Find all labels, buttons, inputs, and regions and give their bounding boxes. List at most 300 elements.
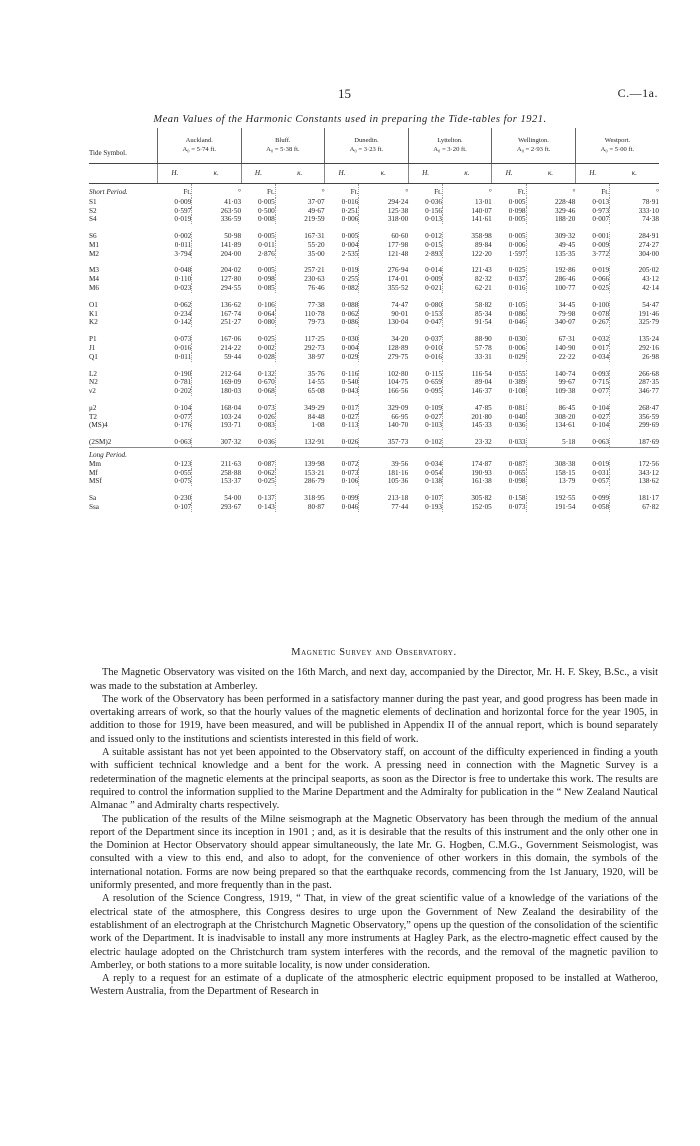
- phase-cell: 13·79: [526, 477, 575, 486]
- page-number: 15: [338, 86, 351, 101]
- amplitude-cell: 0·005: [508, 197, 526, 206]
- phase-cell: 308·38: [526, 460, 575, 469]
- empty-cell: [157, 447, 191, 459]
- tide-symbol: M6: [89, 284, 99, 293]
- phase-cell: 49·67: [275, 207, 324, 216]
- phase-cell: 204·02: [192, 266, 241, 275]
- amplitude-cell: 0·113: [341, 421, 359, 430]
- amplitude-cell: 0·002: [174, 232, 192, 241]
- phase-cell: 190·93: [442, 469, 491, 478]
- amplitude-cell: 0·023: [174, 284, 192, 293]
- phase-cell: 34·45: [526, 301, 575, 310]
- empty-cell: [192, 447, 241, 459]
- section-row: [89, 447, 659, 459]
- phase-cell: 211·63: [192, 460, 241, 469]
- amplitude-cell: 0·009: [425, 275, 442, 284]
- table-row: [89, 469, 659, 478]
- phase-cell: 116·54: [442, 370, 491, 379]
- amplitude-cell: 0·011: [174, 240, 192, 249]
- unit-amplitude: Ft.: [601, 188, 610, 196]
- phase-cell: 318·95: [275, 494, 324, 503]
- spacer-cell: [89, 327, 157, 335]
- phase-cell: 140·70: [359, 421, 408, 430]
- tide-symbol: L2: [89, 369, 97, 378]
- amplitude-cell: 0·104: [592, 421, 610, 430]
- amplitude-cell: 0·230: [174, 494, 192, 503]
- phase-cell: 38·97: [275, 353, 324, 362]
- amplitude-cell: 0·077: [174, 412, 192, 421]
- amplitude-cell: 0·202: [174, 387, 192, 396]
- amplitude-cell: 0·015: [425, 240, 442, 249]
- empty-cell: [359, 447, 408, 459]
- tide-symbol: J1: [89, 343, 96, 352]
- table-row: [89, 232, 659, 241]
- phase-cell: 230·63: [275, 275, 324, 284]
- spacer-cell: [89, 486, 157, 494]
- phase-cell: 286·46: [526, 275, 575, 284]
- amplitude-cell: 0·103: [425, 421, 442, 430]
- group-spacer: [89, 258, 659, 266]
- phase-cell: 168·04: [192, 404, 241, 413]
- station-datum: A₀ = 2·93 ft.: [516, 145, 551, 153]
- amplitude-cell: 0·098: [508, 206, 526, 215]
- tide-symbol: Sa: [89, 494, 97, 503]
- phase-cell: 304·00: [610, 250, 659, 259]
- tide-symbol: Q1: [89, 352, 98, 361]
- phase-cell: 86·45: [526, 404, 575, 413]
- unit-amplitude: Ft.: [350, 188, 359, 196]
- amplitude-cell: 0·006: [341, 215, 359, 224]
- amplitude-cell: 0·034: [425, 459, 442, 468]
- station-header-row: [89, 128, 659, 164]
- phase-cell: 14·55: [275, 378, 324, 387]
- phase-cell: 105·36: [359, 477, 408, 486]
- empty-cell: [275, 447, 324, 459]
- phase-cell: 138·62: [610, 477, 659, 486]
- amplitude-cell: 0·234: [174, 309, 192, 318]
- table-row: [89, 460, 659, 469]
- amplitude-cell: 0·073: [508, 502, 526, 511]
- amplitude-cell: 0·016: [508, 284, 526, 293]
- station-datum: A₀ = 5·74 ft.: [182, 145, 216, 153]
- station-datum: A₀ = 5·00 ft.: [600, 145, 635, 153]
- amplitude-cell: 0·093: [592, 369, 610, 378]
- amplitude-cell: 0·086: [508, 309, 526, 318]
- phase-cell: 340·07: [526, 318, 575, 327]
- amplitude-cell: 0·106: [341, 477, 359, 486]
- table-row: [89, 413, 659, 422]
- phase-cell: 33·31: [442, 353, 491, 362]
- phase-cell: 58·82: [442, 301, 491, 310]
- phase-cell: 42·14: [610, 284, 659, 293]
- phase-cell: 325·79: [610, 318, 659, 327]
- phase-cell: 89·04: [442, 378, 491, 387]
- table-row: [89, 275, 659, 284]
- amplitude-cell: 0·005: [508, 232, 526, 241]
- phase-header: κ.: [359, 164, 408, 184]
- tide-symbol: (MS)4: [89, 421, 108, 430]
- phase-cell: 74·47: [359, 301, 408, 310]
- phase-cell: 358·98: [442, 232, 491, 241]
- amplitude-cell: 0·011: [174, 352, 192, 361]
- amplitude-cell: 0·047: [425, 318, 442, 327]
- phase-cell: 356·59: [610, 413, 659, 422]
- phase-cell: 89·84: [442, 241, 491, 250]
- phase-cell: 294·55: [192, 284, 241, 293]
- phase-cell: 357·73: [359, 438, 408, 447]
- amplitude-cell: 0·099: [592, 494, 610, 503]
- phase-cell: 191·54: [526, 503, 575, 512]
- table-row: [89, 250, 659, 259]
- phase-cell: 35·00: [275, 250, 324, 259]
- station-datum: A₀ = 3·20 ft.: [433, 145, 467, 153]
- amplitude-cell: 0·054: [425, 468, 442, 477]
- phase-cell: 43·12: [610, 275, 659, 284]
- phase-header: κ.: [192, 164, 241, 184]
- table-row: [89, 438, 659, 447]
- phase-cell: 219·59: [275, 215, 324, 224]
- empty-cell: [442, 447, 491, 459]
- phase-cell: 309·32: [526, 232, 575, 241]
- amplitude-cell: 0·026: [341, 438, 359, 447]
- amplitude-cell: 0·037: [508, 275, 526, 284]
- amplitude-cell: 0·102: [425, 438, 442, 447]
- phase-cell: 41·03: [192, 198, 241, 207]
- paragraph: The publication of the results of the Milne seismograph at the Magnetic Observatory has been through the medium of the annual report of the Department since its inception in 1901 ; and, as it is desirable that the results of this instrument and the only other one in the Dominion at Hector Observatory should appear simultaneously, the late Mr. G. Hogben, C.M.G., Government Seismologist, was consulted with a view to this end, and also to adopt, for the convenience of other workers in this domain, the symbols of the international notation. Forms are now being prepared so that the earthquake records, commencing from the 1st January, 1920, will be uniformly presented, and more frequently than in the past.: [90, 813, 658, 892]
- phase-header: κ.: [526, 164, 575, 184]
- phase-cell: 213·18: [359, 494, 408, 503]
- tide-symbol: S4: [89, 215, 97, 224]
- empty-cell: [492, 447, 526, 459]
- spacer-cell: [89, 224, 157, 232]
- station-header: [575, 128, 659, 164]
- amplitude-cell: 0·500: [258, 206, 275, 215]
- phase-cell: 146·37: [442, 387, 491, 396]
- station-datum: A₀ = 5·38 ft.: [266, 145, 300, 153]
- phase-cell: 187·69: [610, 438, 659, 447]
- amplitude-cell: 0·670: [258, 378, 275, 387]
- amplitude-header: H.: [575, 164, 609, 184]
- tide-symbol: M2: [89, 249, 99, 258]
- table-body: [89, 184, 659, 512]
- tide-symbol: K1: [89, 309, 98, 318]
- amplitude-cell: 0·037: [425, 335, 442, 344]
- tide-symbol: M1: [89, 240, 99, 249]
- harmonic-constants-table: [89, 128, 659, 512]
- phase-cell: 132·91: [275, 438, 324, 447]
- amplitude-cell: 0·034: [592, 352, 610, 361]
- phase-cell: 228·48: [526, 198, 575, 207]
- phase-cell: 79·98: [526, 310, 575, 319]
- phase-cell: 55·20: [275, 241, 324, 250]
- phase-cell: 268·47: [610, 404, 659, 413]
- phase-cell: 77·44: [359, 503, 408, 512]
- amplitude-cell: 0·193: [425, 502, 442, 511]
- paragraph: A reply to a request for an estimate of a duplicate of the atmospheric electric equipment proposed to be installed at Watheroo, Western Australia, from the Department of Research in: [90, 973, 658, 998]
- unit-phase: °: [442, 184, 491, 198]
- empty-cell: [610, 447, 659, 459]
- amplitude-cell: 0·058: [592, 502, 610, 511]
- amplitude-cell: 0·005: [508, 215, 526, 224]
- unit-phase: °: [192, 184, 241, 198]
- phase-cell: 188·20: [526, 215, 575, 224]
- amplitude-cell: 0·116: [341, 369, 359, 378]
- amplitude-cell: 0·158: [508, 494, 526, 503]
- unit-phase: °: [275, 184, 324, 198]
- sub-header-row: [89, 164, 659, 184]
- phase-cell: 139·98: [275, 460, 324, 469]
- table-row: [89, 215, 659, 224]
- phase-cell: 130·04: [359, 318, 408, 327]
- unit-phase: °: [526, 184, 575, 198]
- amplitude-cell: 2·893: [425, 249, 442, 258]
- phase-cell: 22·22: [526, 353, 575, 362]
- spacer-cell: [89, 430, 157, 438]
- phase-cell: 191·46: [610, 310, 659, 319]
- phase-cell: 121·43: [442, 266, 491, 275]
- phase-cell: 102·80: [359, 370, 408, 379]
- amplitude-cell: 0·098: [508, 477, 526, 486]
- amplitude-cell: 0·255: [341, 275, 359, 284]
- table-row: [89, 387, 659, 396]
- phase-cell: 23·32: [442, 438, 491, 447]
- amplitude-cell: 0·057: [592, 477, 610, 486]
- table-row: [89, 207, 659, 216]
- spacer-cell: [89, 396, 157, 404]
- amplitude-cell: 0·032: [592, 335, 610, 344]
- phase-cell: 59·44: [192, 353, 241, 362]
- amplitude-cell: 0·026: [258, 412, 275, 421]
- phase-cell: 57·78: [442, 344, 491, 353]
- amplitude-cell: 0·132: [258, 369, 275, 378]
- phase-cell: 91·54: [442, 318, 491, 327]
- phase-cell: 13·01: [442, 198, 491, 207]
- amplitude-cell: 0·973: [592, 206, 610, 215]
- phase-cell: 62·21: [442, 284, 491, 293]
- amplitude-cell: 0·029: [508, 352, 526, 361]
- phase-cell: 329·46: [526, 207, 575, 216]
- table-row: [89, 378, 659, 387]
- amplitude-cell: 0·009: [174, 197, 192, 206]
- amplitude-header: H.: [492, 164, 526, 184]
- phase-cell: 121·48: [359, 250, 408, 259]
- amplitude-cell: 0·087: [508, 459, 526, 468]
- amplitude-cell: 0·098: [258, 275, 275, 284]
- station-name: Westport.: [604, 136, 631, 144]
- amplitude-cell: 0·389: [508, 378, 526, 387]
- tide-symbol: (2SM)2: [89, 438, 112, 447]
- phase-cell: 135·35: [526, 250, 575, 259]
- phase-cell: 284·91: [610, 232, 659, 241]
- tide-symbol: P1: [89, 335, 97, 344]
- table-row: [89, 353, 659, 362]
- paragraph: A resolution of the Science Congress, 1919, “ That, in view of the great scientific value of a knowledge of the variations of the electrical state of the atmosphere, this Congress desires to urge upon the Government of New Zealand the desirability of the establishment of an electrograph at the Christchurch Magnetic Observatory,” opens up the question of the consolidation of the scientific work of the Department. It is inadvisable to install any more instruments at Hagley Park, as the electro-magnetic effect caused by the electric haulage adopted on the Christchurch tram system interferes with the records, and the removal of the magnetic pavilion to Amberley, or both stations to a more suitable locality, is now under consideration.: [90, 893, 658, 971]
- amplitude-cell: 1·597: [508, 249, 526, 258]
- amplitude-cell: 0·036: [508, 421, 526, 430]
- amplitude-cell: 0·025: [258, 335, 275, 344]
- phase-cell: 90·01: [359, 310, 408, 319]
- station-header: [325, 128, 409, 164]
- table-row: [89, 318, 659, 327]
- phase-cell: 103·24: [192, 413, 241, 422]
- amplitude-cell: 0·068: [258, 387, 275, 396]
- amplitude-cell: 0·077: [592, 387, 610, 396]
- amplitude-cell: 0·012: [425, 232, 442, 241]
- phase-cell: 100·77: [526, 284, 575, 293]
- amplitude-cell: 0·107: [425, 494, 442, 503]
- amplitude-cell: 0·019: [174, 215, 192, 224]
- phase-cell: 141·89: [192, 241, 241, 250]
- group-spacer: [89, 224, 659, 232]
- phase-cell: 204·00: [192, 250, 241, 259]
- phase-cell: 85·34: [442, 310, 491, 319]
- amplitude-header: H.: [241, 164, 275, 184]
- phase-cell: 74·38: [610, 215, 659, 224]
- paragraph: The work of the Observatory has been performed in a satisfactory manner during the past year, and good progress has been made in overtaking arrears of work, so that the hourly values of the magnetic elements of declination and horizontal force for the year 1905, in addition to those for 1919, have been measured, and will be published in Appendix II of the annual report, which is bound separately and issued only to the institutions and scientists interested in this field of work.: [90, 693, 658, 745]
- amplitude-cell: 2·535: [341, 249, 359, 258]
- amplitude-cell: 0·099: [341, 494, 359, 503]
- phase-cell: 166·56: [359, 387, 408, 396]
- amplitude-cell: 0·036: [425, 197, 442, 206]
- phase-cell: 172·56: [610, 460, 659, 469]
- phase-cell: 167·31: [275, 232, 324, 241]
- phase-cell: 308·20: [526, 413, 575, 422]
- phase-cell: 201·80: [442, 413, 491, 422]
- page-header: [0, 86, 700, 100]
- amplitude-cell: 0·005: [341, 232, 359, 241]
- phase-cell: 141·61: [442, 215, 491, 224]
- tide-symbol: Mf: [89, 468, 98, 477]
- phase-cell: 127·80: [192, 275, 241, 284]
- phase-cell: 50·98: [192, 232, 241, 241]
- amplitude-cell: 3·794: [174, 249, 192, 258]
- paragraph: The Magnetic Observatory was visited on the 16th March, and next day, accompanied by the Director, Mr. H. F. Skey, B.Sc., a visit was made to the substation at Amberley.: [90, 667, 658, 692]
- amplitude-cell: 0·027: [341, 412, 359, 421]
- phase-cell: 153·21: [275, 469, 324, 478]
- amplitude-cell: 0·007: [592, 215, 610, 224]
- amplitude-cell: 0·008: [258, 215, 275, 224]
- amplitude-cell: 0·073: [258, 403, 275, 412]
- phase-cell: 47·85: [442, 404, 491, 413]
- phase-cell: 305·82: [442, 494, 491, 503]
- amplitude-cell: 0·176: [174, 421, 192, 430]
- amplitude-cell: 0·086: [341, 318, 359, 327]
- section-label: Short Period.: [89, 188, 128, 196]
- empty-cell: [526, 447, 575, 459]
- body-text: [90, 646, 658, 999]
- symbol-subheader-cell: [89, 164, 157, 184]
- amplitude-cell: 0·659: [425, 378, 442, 387]
- station-header: [492, 128, 576, 164]
- amplitude-header: H.: [408, 164, 442, 184]
- phase-cell: 286·79: [275, 477, 324, 486]
- phase-cell: 329·09: [359, 404, 408, 413]
- amplitude-cell: 0·156: [425, 206, 442, 215]
- tide-symbol: O1: [89, 300, 98, 309]
- amplitude-cell: 0·017: [592, 343, 610, 352]
- amplitude-cell: 0·025: [258, 477, 275, 486]
- amplitude-cell: 0·016: [174, 343, 192, 352]
- table-row: [89, 344, 659, 353]
- station-header: [157, 128, 241, 164]
- amplitude-cell: 0·055: [174, 468, 192, 477]
- amplitude-cell: 0·019: [592, 266, 610, 275]
- phase-cell: 274·27: [610, 241, 659, 250]
- phase-cell: 343·12: [610, 469, 659, 478]
- amplitude-cell: 0·010: [425, 343, 442, 352]
- amplitude-cell: 0·062: [174, 300, 192, 309]
- amplitude-cell: 0·123: [174, 459, 192, 468]
- amplitude-cell: 0·027: [592, 412, 610, 421]
- station-name: Dunedin.: [354, 136, 379, 144]
- phase-cell: 152·05: [442, 503, 491, 512]
- phase-cell: 140·74: [526, 370, 575, 379]
- amplitude-cell: 0·073: [174, 335, 192, 344]
- amplitude-cell: 0·075: [174, 477, 192, 486]
- tide-symbol: S1: [89, 197, 97, 206]
- phase-cell: 287·35: [610, 378, 659, 387]
- table-row: [89, 335, 659, 344]
- amplitude-cell: 0·597: [174, 206, 192, 215]
- phase-cell: 54·47: [610, 301, 659, 310]
- phase-header: κ.: [275, 164, 324, 184]
- amplitude-cell: 3·772: [592, 249, 610, 258]
- amplitude-cell: 0·078: [592, 309, 610, 318]
- amplitude-cell: 0·005: [258, 266, 275, 275]
- amplitude-cell: 0·014: [425, 266, 442, 275]
- phase-cell: 109·38: [526, 387, 575, 396]
- amplitude-cell: 0·013: [425, 215, 442, 224]
- phase-cell: 307·32: [192, 438, 241, 447]
- group-spacer: [89, 293, 659, 301]
- table-row: [89, 198, 659, 207]
- amplitude-cell: 0·036: [258, 438, 275, 447]
- amplitude-cell: 0·021: [425, 284, 442, 293]
- phase-cell: 49·45: [526, 241, 575, 250]
- amplitude-cell: 0·715: [592, 378, 610, 387]
- phase-cell: 292·16: [610, 344, 659, 353]
- amplitude-cell: 0·001: [592, 232, 610, 241]
- phase-cell: 153·37: [192, 477, 241, 486]
- group-spacer: [89, 362, 659, 370]
- phase-cell: 214·22: [192, 344, 241, 353]
- tide-symbol: ν2: [89, 387, 96, 396]
- table-row: [89, 477, 659, 486]
- phase-cell: 66·95: [359, 413, 408, 422]
- amplitude-cell: 0·083: [258, 421, 275, 430]
- phase-cell: 125·38: [359, 207, 408, 216]
- amplitude-cell: 0·016: [341, 197, 359, 206]
- amplitude-cell: 0·031: [592, 468, 610, 477]
- tide-symbol: S2: [89, 206, 97, 215]
- amplitude-cell: 0·005: [258, 197, 275, 206]
- amplitude-cell: 0·005: [258, 232, 275, 241]
- tide-symbol: μ2: [89, 403, 97, 412]
- amplitude-cell: 0·063: [174, 438, 192, 447]
- phase-cell: 292·73: [275, 344, 324, 353]
- phase-cell: 122·20: [442, 250, 491, 259]
- empty-cell: [575, 447, 609, 459]
- station-name: Bluff.: [275, 136, 291, 144]
- amplitude-cell: 2·876: [258, 249, 275, 258]
- amplitude-cell: 0·016: [425, 352, 442, 361]
- tide-symbol: N2: [89, 378, 98, 387]
- table-row: [89, 310, 659, 319]
- amplitude-cell: 0·104: [174, 403, 192, 412]
- phase-cell: 251·27: [192, 318, 241, 327]
- amplitude-cell: 0·088: [341, 300, 359, 309]
- amplitude-cell: 0·138: [425, 477, 442, 486]
